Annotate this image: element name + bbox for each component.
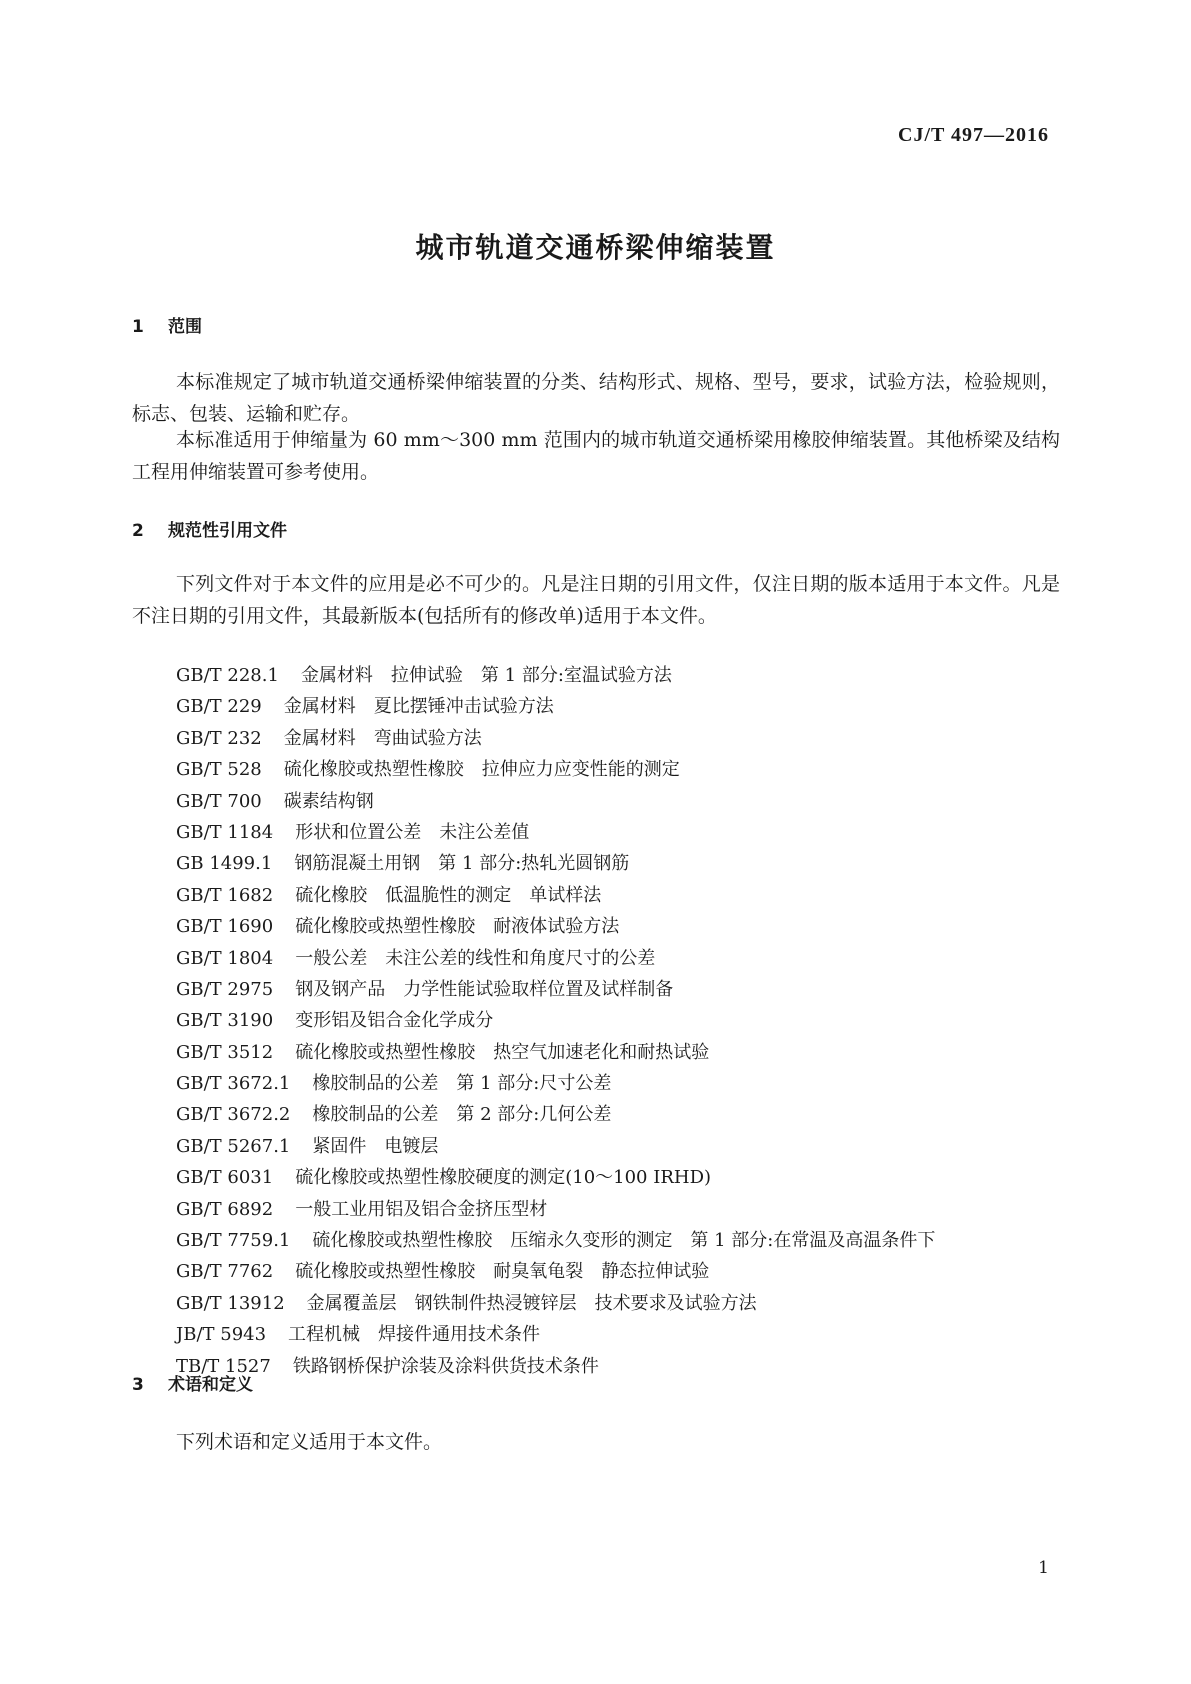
section-2-paragraph-1: 下列文件对于本文件的应用是必不可少的。凡是注日期的引用文件，仅注日期的版本适用于本文件。凡是不注日期的引用文件，其最新版本(包括所有的修改单)适用于本文件。 [132, 573, 1060, 627]
reference-title: 形状和位置公差 未注公差值 [295, 821, 530, 843]
reference-item [176, 1037, 935, 1068]
reference-code: GB/T 6892 [176, 1198, 274, 1220]
reference-code: GB/T 6031 [176, 1167, 274, 1189]
reference-item [176, 848, 935, 879]
reference-title: 硫化橡胶 低温脆性的测定 单试样法 [295, 884, 602, 906]
section-title: 规范性引用文件 [168, 521, 287, 541]
reference-title: 硫化橡胶或热塑性橡胶硬度的测定(10～100 IRHD) [295, 1167, 712, 1189]
reference-title: 工程机械 焊接件通用技术条件 [288, 1324, 541, 1346]
reference-item [176, 817, 935, 848]
section-number: 2 [132, 521, 144, 541]
reference-item [176, 1225, 935, 1256]
reference-title: 橡胶制品的公差 第 2 部分:几何公差 [312, 1104, 612, 1126]
reference-code: GB/T 528 [176, 759, 262, 781]
reference-item [176, 723, 935, 754]
reference-title: 一般公差 未注公差的线性和角度尺寸的公差 [295, 947, 656, 969]
section-1-paragraph-2: 本标准适用于伸缩量为 60 mm～300 mm 范围内的城市轨道交通桥梁用橡胶伸缩装置。其他桥梁及结构工程用伸缩装置可参考使用。 [132, 429, 1060, 483]
reference-title: 硫化橡胶或热塑性橡胶 耐臭氧龟裂 静态拉伸试验 [295, 1261, 710, 1283]
reference-code: GB/T 1690 [176, 916, 274, 938]
reference-title: 金属材料 夏比摆锤冲击试验方法 [283, 696, 554, 718]
reference-code: GB/T 1682 [176, 884, 274, 906]
reference-item [176, 974, 935, 1005]
reference-item [176, 1162, 935, 1193]
reference-code: GB/T 7759.1 [176, 1230, 291, 1252]
section-1-paragraph-1: 本标准规定了城市轨道交通桥梁伸缩装置的分类、结构形式、规格、型号，要求，试验方法，检验规则，标志、包装、运输和贮存。 [132, 371, 1060, 425]
reference-title: 硫化橡胶或热塑性橡胶 拉伸应力应变性能的测定 [283, 759, 680, 781]
reference-title: 金属材料 拉伸试验 第 1 部分:室温试验方法 [300, 665, 672, 686]
reference-code: GB/T 2975 [176, 978, 274, 1000]
reference-item [176, 880, 935, 911]
reference-code: JB/T 5943 [176, 1324, 267, 1346]
section-3-heading [132, 1370, 253, 1395]
reference-title: 硫化橡胶或热塑性橡胶 耐液体试验方法 [295, 916, 620, 938]
reference-title: 金属覆盖层 钢铁制件热浸镀锌层 技术要求及试验方法 [306, 1292, 757, 1314]
reference-item [176, 1288, 935, 1319]
reference-item [176, 1005, 935, 1036]
document-title: 城市轨道交通桥梁伸缩装置 [415, 231, 776, 264]
reference-title: 变形铝及铝合金化学成分 [295, 1010, 494, 1032]
section-3-paragraph-1: 下列术语和定义适用于本文件。 [176, 1431, 443, 1453]
reference-item [176, 943, 935, 974]
reference-code: GB/T 3190 [176, 1010, 274, 1032]
reference-title: 钢筋混凝土用钢 第 1 部分:热轧光圆钢筋 [294, 853, 630, 875]
reference-item [176, 660, 935, 691]
reference-code: GB/T 3672.1 [176, 1073, 291, 1095]
reference-code: GB/T 1804 [176, 947, 274, 969]
reference-item [176, 1131, 935, 1162]
reference-code: GB/T 13912 [176, 1292, 285, 1314]
reference-item [176, 691, 935, 722]
reference-code: GB/T 232 [176, 727, 262, 749]
reference-code: GB/T 5267.1 [176, 1135, 291, 1157]
reference-code: TB/T 1527 [176, 1355, 271, 1377]
reference-item [176, 1194, 935, 1225]
reference-code: GB/T 700 [176, 790, 262, 812]
reference-item [176, 1351, 935, 1382]
reference-title: 橡胶制品的公差 第 1 部分:尺寸公差 [312, 1073, 612, 1095]
section-title: 术语和定义 [168, 1375, 253, 1395]
section-1-heading [132, 312, 202, 337]
section-number: 3 [132, 1375, 144, 1395]
normative-references-list [176, 660, 935, 1382]
reference-title: 碳素结构钢 [283, 790, 374, 812]
reference-title: 一般工业用铝及铝合金挤压型材 [295, 1198, 548, 1220]
reference-item [176, 911, 935, 942]
reference-item [176, 1319, 935, 1350]
page-number: 1 [1038, 1558, 1049, 1578]
section-title: 范围 [168, 317, 202, 337]
reference-item [176, 754, 935, 785]
reference-item [176, 1099, 935, 1130]
reference-title: 金属材料 弯曲试验方法 [283, 727, 482, 749]
reference-title: 硫化橡胶或热塑性橡胶 压缩永久变形的测定 第 1 部分:在常温及高温条件下 [312, 1230, 936, 1252]
reference-title: 钢及钢产品 力学性能试验取样位置及试样制备 [295, 978, 674, 1000]
reference-item [176, 786, 935, 817]
reference-code: GB/T 3512 [176, 1041, 274, 1063]
reference-item [176, 1256, 935, 1287]
standard-code: CJ/T 497—2016 [898, 124, 1049, 146]
reference-code: GB 1499.1 [176, 853, 273, 875]
reference-code: GB/T 7762 [176, 1261, 274, 1283]
reference-code: GB/T 229 [176, 696, 262, 718]
section-2-heading [132, 516, 287, 541]
reference-code: GB/T 1184 [176, 821, 274, 843]
section-number: 1 [132, 317, 144, 337]
reference-title: 紧固件 电镀层 [312, 1135, 439, 1157]
reference-item [176, 1068, 935, 1099]
reference-title: 硫化橡胶或热塑性橡胶 热空气加速老化和耐热试验 [295, 1041, 710, 1063]
reference-code: GB/T 3672.2 [176, 1104, 291, 1126]
reference-title: 铁路钢桥保护涂装及涂料供货技术条件 [292, 1355, 599, 1377]
reference-code: GB/T 228.1 [176, 665, 279, 686]
